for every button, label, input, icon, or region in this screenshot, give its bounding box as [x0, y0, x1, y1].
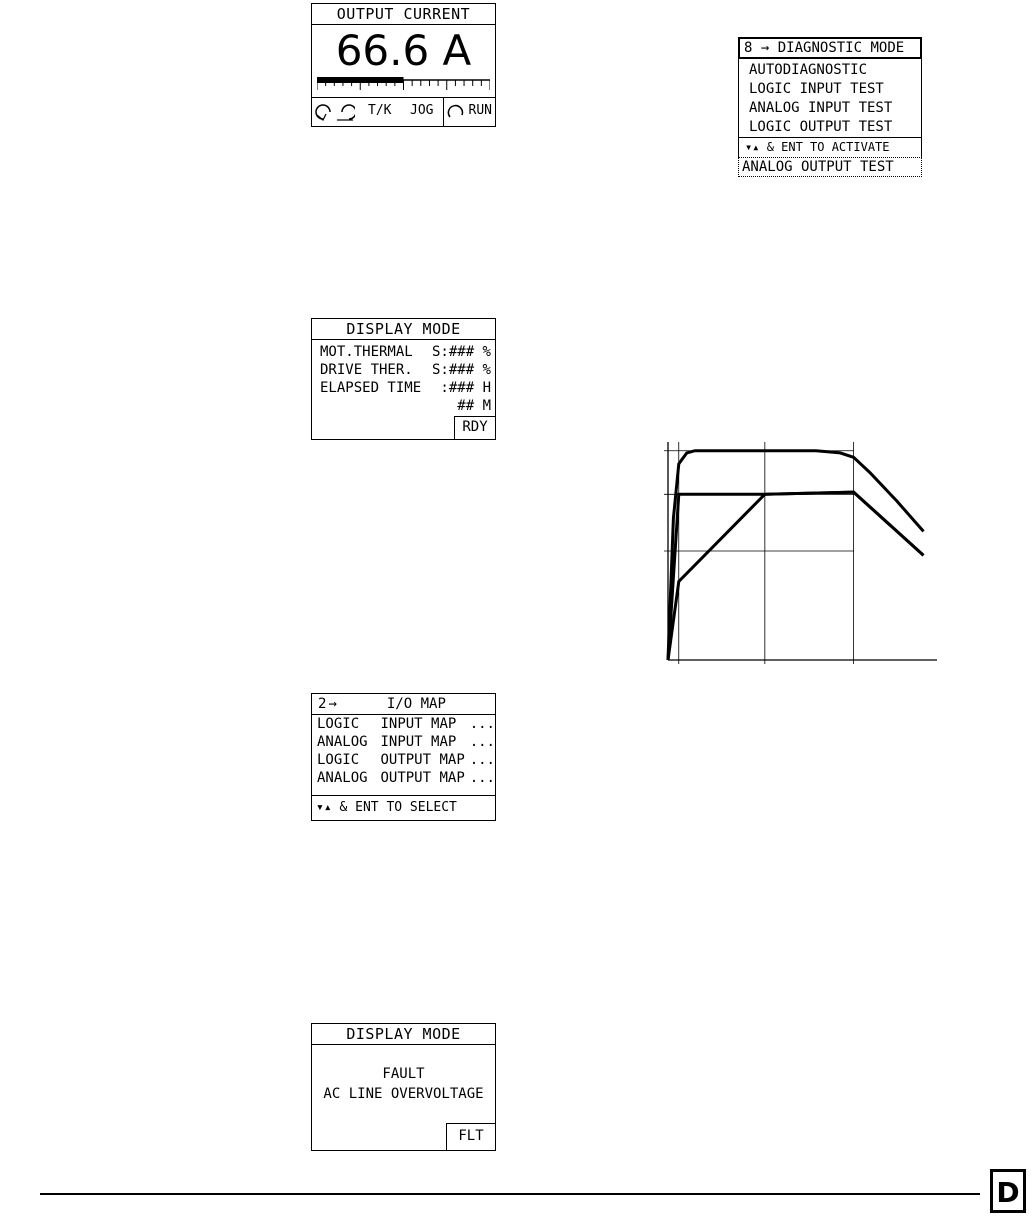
more-indicator: ...: [469, 770, 495, 786]
menu-number: 8: [744, 40, 753, 56]
more-indicator: ...: [469, 734, 495, 750]
square-d-logo: [990, 1169, 1026, 1213]
io-map-item[interactable]: [312, 769, 495, 787]
fault-display: [311, 1023, 496, 1151]
io-map-name: OUTPUT MAP: [380, 770, 465, 786]
footer-hint: & ENT TO SELECT: [339, 800, 457, 815]
current-bargraph: [317, 76, 490, 90]
row-label: MOT.THERMAL: [320, 344, 413, 360]
io-map-item[interactable]: [312, 733, 495, 751]
thermal-row: [320, 361, 491, 379]
fault-status: FLT: [446, 1123, 495, 1150]
io-map-display: [311, 693, 496, 821]
display-title: DISPLAY MODE: [312, 319, 495, 340]
menu-title: DIAGNOSTIC MODE: [777, 40, 905, 56]
rotation-icon: [447, 103, 465, 119]
diagnostic-menu-title: [738, 37, 922, 59]
io-type: LOGIC: [317, 716, 360, 732]
more-indicator: ...: [469, 716, 495, 732]
jog-label: JOG: [410, 103, 434, 118]
menu-item-logic-output-test[interactable]: LOGIC OUTPUT TEST: [749, 119, 893, 135]
footer-hint: & ENT TO ACTIVATE: [766, 140, 890, 154]
display-title: DISPLAY MODE: [312, 1024, 495, 1045]
io-map-item[interactable]: [312, 751, 495, 769]
series-line-2: [668, 492, 924, 660]
rotation-direction-icon: [315, 103, 355, 121]
series-line-3: [668, 492, 924, 660]
arrow-right-icon: →: [760, 40, 770, 56]
fault-label: FAULT: [382, 1066, 425, 1082]
io-type: ANALOG: [317, 770, 368, 786]
current-value: 66.6 A: [335, 26, 472, 75]
logo-letter: D: [996, 1176, 1020, 1209]
row-value: :### H: [440, 380, 491, 396]
io-map-footer: [312, 795, 495, 820]
io-type: LOGIC: [317, 752, 360, 768]
arrow-up-down-icon: ▾▴: [745, 140, 760, 154]
thermal-row: [320, 343, 491, 361]
arrow-up-down-icon: ▾▴: [316, 800, 332, 815]
menu-item-analog-input-test[interactable]: ANALOG INPUT TEST: [749, 100, 893, 116]
display-title: OUTPUT CURRENT: [312, 4, 495, 25]
row-value: S:### %: [431, 362, 491, 378]
thermal-rows: [320, 343, 491, 415]
arrow-right-icon: →: [328, 696, 337, 712]
diagnostic-menu: [738, 37, 922, 179]
run-status-box: [443, 98, 495, 126]
io-type: ANALOG: [317, 734, 368, 750]
row-value: ## M: [457, 398, 491, 414]
ready-status: RDY: [454, 416, 495, 439]
thermal-row: [320, 397, 491, 415]
row-label: ELAPSED TIME: [320, 380, 422, 396]
diagnostic-menu-list: [738, 59, 922, 137]
row-label: DRIVE THER.: [320, 362, 413, 378]
thermal-row: [320, 379, 491, 397]
tk-label: T/K: [368, 103, 392, 118]
torque-speed-chart: [655, 432, 940, 672]
more-indicator: ...: [469, 752, 495, 768]
display-footer: [312, 97, 495, 126]
menu-item-analog-output-test[interactable]: ANALOG OUTPUT TEST: [738, 157, 922, 177]
io-map-name: OUTPUT MAP: [380, 752, 465, 768]
io-map-header: [312, 694, 495, 715]
menu-item-logic-input-test[interactable]: LOGIC INPUT TEST: [749, 81, 884, 97]
io-map-item[interactable]: [312, 715, 495, 733]
row-value: S:### %: [431, 344, 491, 360]
menu-number: 2: [318, 696, 327, 712]
io-map-name: INPUT MAP: [380, 734, 457, 750]
run-status: RUN: [468, 103, 492, 118]
fault-message: [312, 1064, 495, 1104]
menu-item-autodiagnostic[interactable]: AUTODIAGNOSTIC: [749, 62, 868, 78]
thermal-display: [311, 318, 496, 440]
fault-description: AC LINE OVERVOLTAGE: [323, 1086, 484, 1102]
output-current-display: [311, 3, 496, 127]
io-map-name: INPUT MAP: [380, 716, 457, 732]
footer-rule: [40, 1193, 980, 1195]
diagnostic-menu-footer: [738, 137, 922, 157]
io-map-title: I/O MAP: [386, 696, 446, 712]
